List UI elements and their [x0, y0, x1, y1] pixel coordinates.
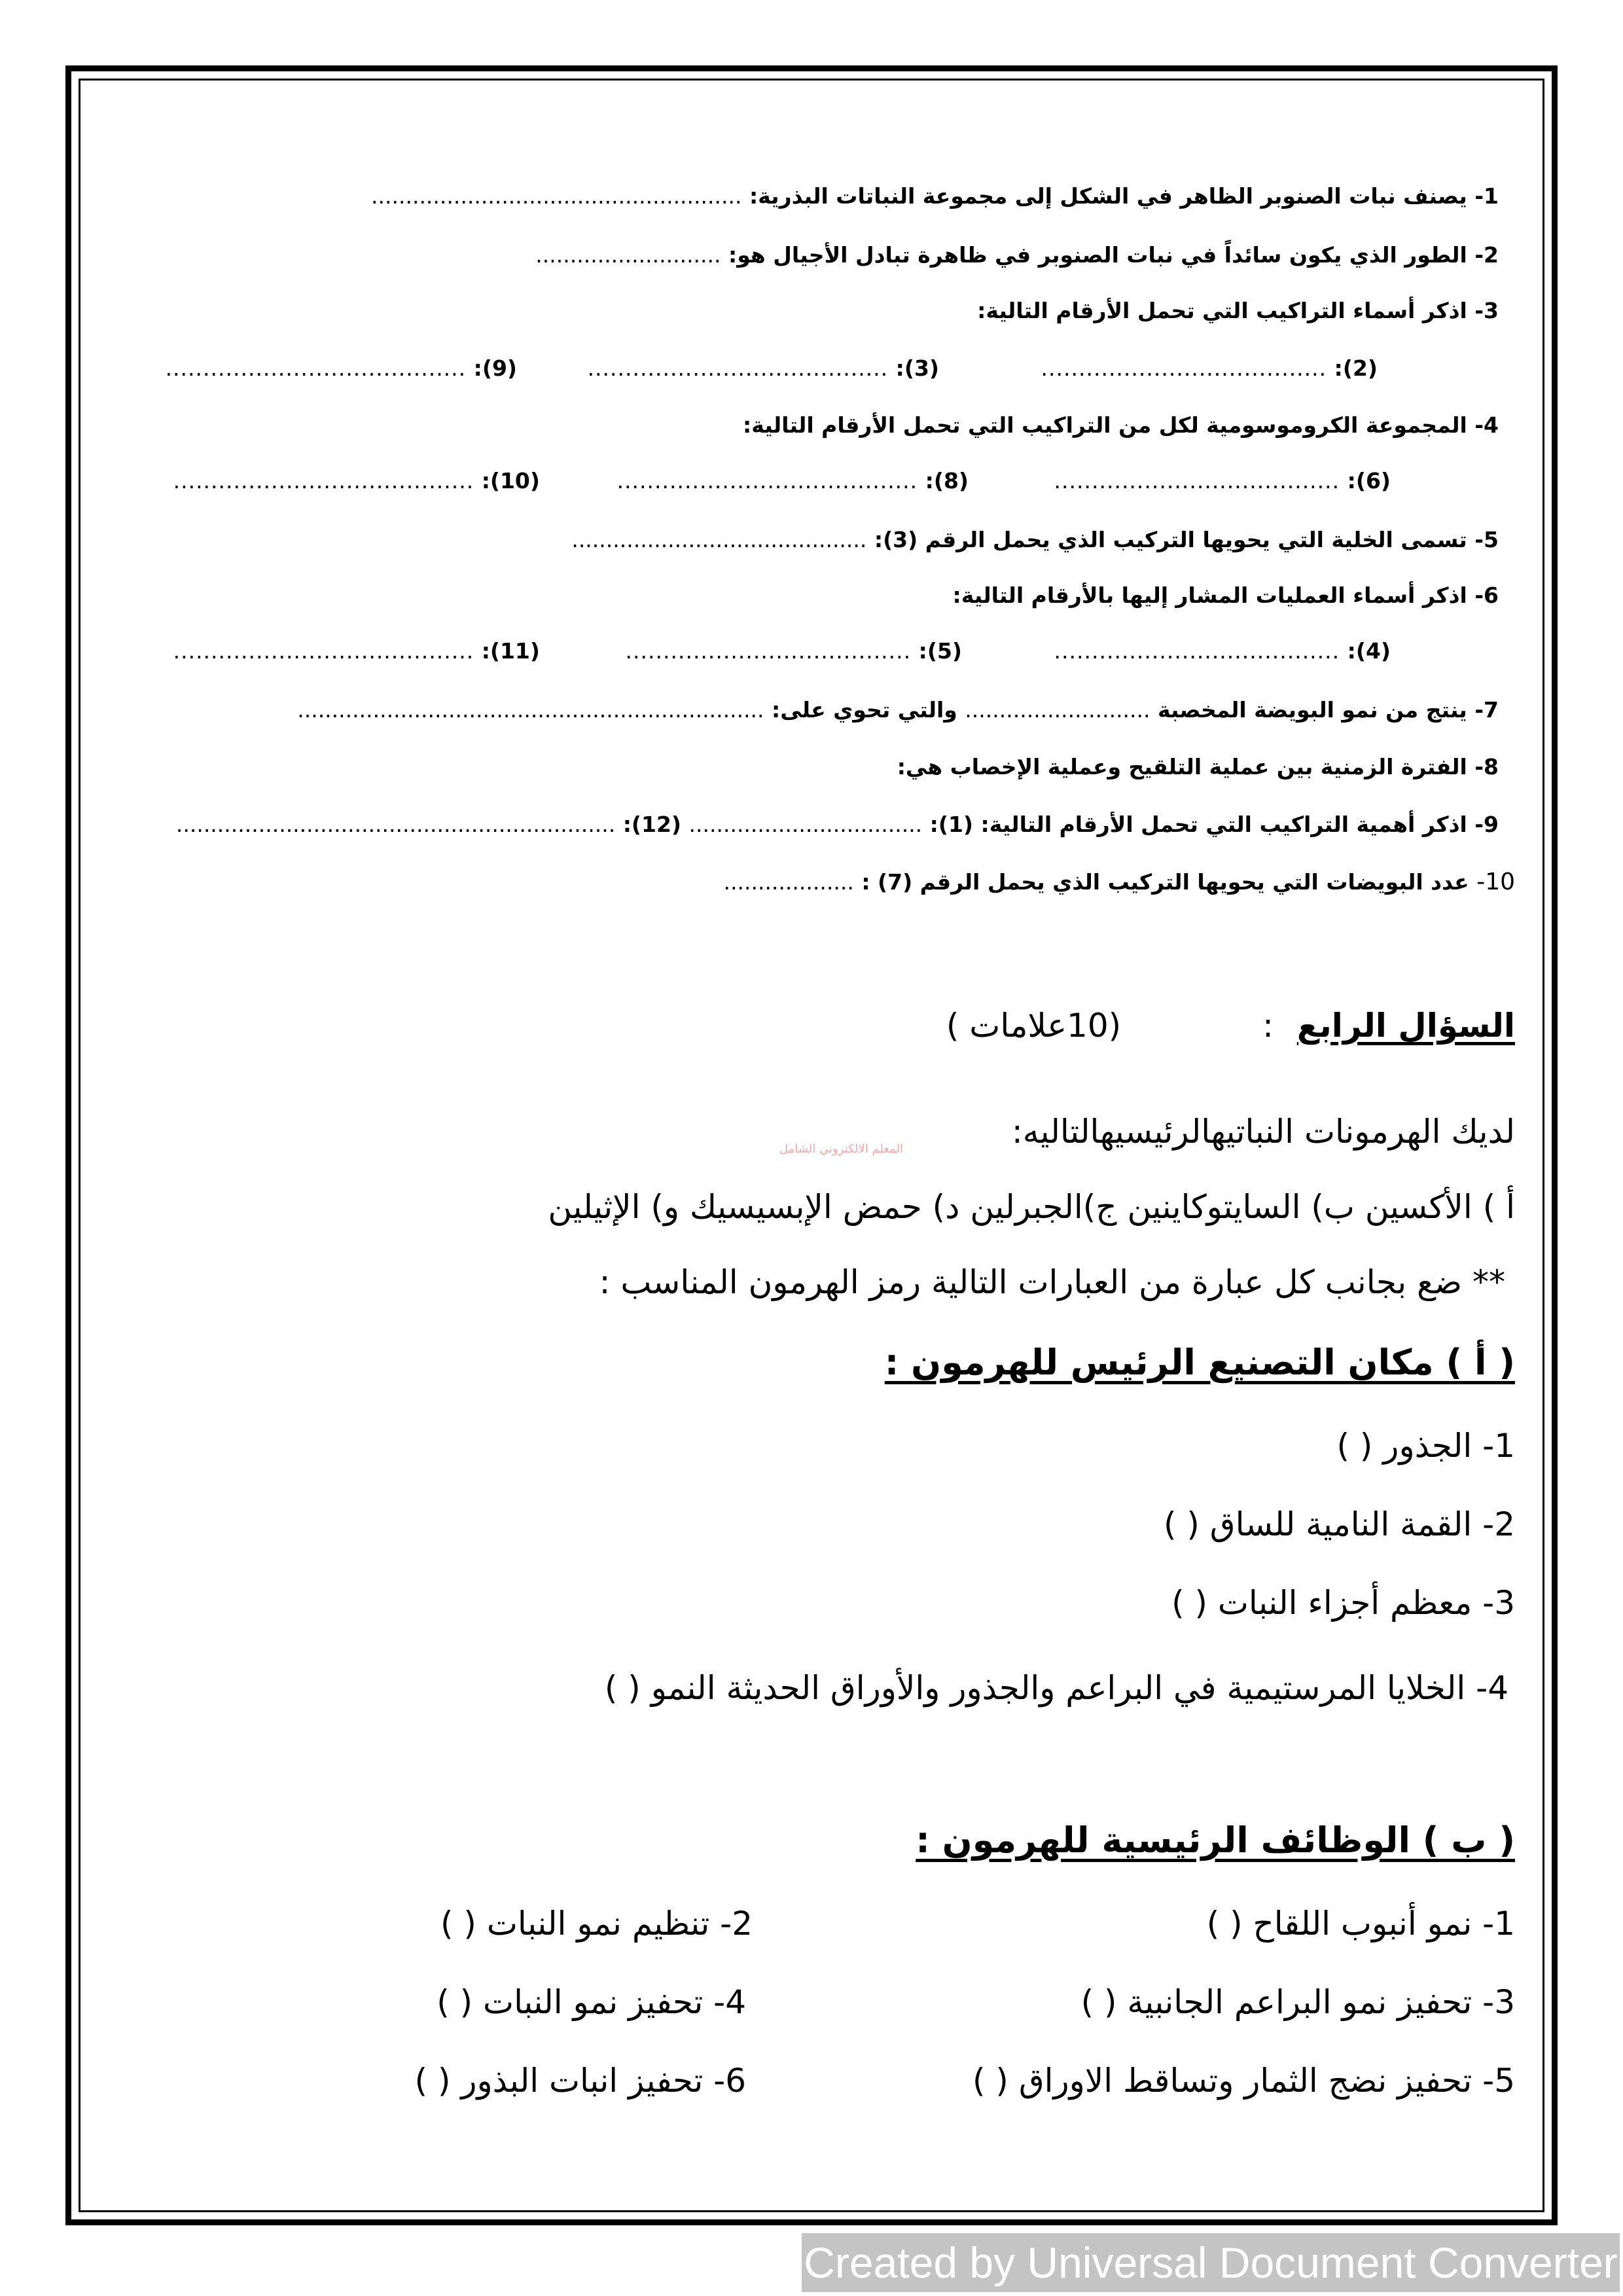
- q6-item-5: [626, 638, 962, 664]
- converter-footer-banner: Created by Universal Document Converter: [802, 2233, 1620, 2292]
- q3-item-2: [1041, 355, 1378, 381]
- item-label: (4):: [1347, 638, 1391, 664]
- part-a-item-1: 1- الجذور ( ): [1336, 1427, 1515, 1465]
- question-number: 3-: [1474, 298, 1499, 323]
- question-number: 7-: [1474, 697, 1499, 723]
- item-label: (2):: [1334, 355, 1378, 381]
- q4-item-10: [173, 468, 540, 493]
- question-text: اذكر أهمية التراكيب التي تحمل الأرقام التالية: (1):: [929, 812, 1467, 837]
- item-label: (8):: [925, 468, 969, 493]
- question-text-continued: (12):: [622, 812, 682, 837]
- question-2: [535, 242, 1499, 268]
- answer-blank: ........................................: [165, 355, 467, 381]
- part-b-item-4: 4- تحفيز نمو النبات ( ): [437, 1983, 746, 2021]
- part-a-title: ( أ ) مكان التصنيع الرئيس للهرمون :: [884, 1342, 1515, 1383]
- answer-blank: ........................................: [616, 468, 918, 493]
- question-text: اذكر أسماء التراكيب التي تحمل الأرقام التالية:: [977, 298, 1467, 323]
- q6-item-4: [1054, 638, 1391, 664]
- section-colon: :: [1262, 1007, 1274, 1045]
- item-label: (5):: [918, 638, 962, 664]
- question-8: [897, 754, 1499, 780]
- question-text-continued: والتي تحوي على:: [772, 697, 957, 723]
- hormones-list: أ ) الأكسين ب) السايتوكاينين ج)الجبرلين د) حمض الإبسيسيك و) الإثيلين: [548, 1188, 1515, 1226]
- question-text: الفترة الزمنية بين عملية التلقيح وعملية الإخصاب هي:: [897, 754, 1467, 780]
- section-4-header: [946, 1007, 1515, 1045]
- question-1: [371, 183, 1499, 209]
- question-text: تسمى الخلية التي يحويها التركيب الذي يحمل الرقم (3):: [874, 527, 1467, 552]
- answer-blank-2: ....................................................................: [297, 697, 764, 723]
- part-b-item-6: 6- تحفيز انبات البذور ( ): [414, 2062, 746, 2100]
- part-a-item-3: 3- معظم أجزاء النبات ( ): [1171, 1584, 1515, 1622]
- part-b-item-1: 1- نمو أنبوب اللقاح ( ): [1206, 1905, 1515, 1943]
- answer-blank: ........................................: [173, 638, 474, 664]
- question-number: 10-: [1476, 869, 1515, 895]
- answer-blank: ......................................: [1054, 638, 1340, 664]
- answer-blank: ........................................: [173, 468, 474, 493]
- section-marks: (10علامات ): [946, 1007, 1122, 1045]
- question-4: [743, 412, 1499, 438]
- question-text: ينتج من نمو البويضة المخصبة: [1158, 697, 1467, 723]
- answer-blank: ........................................: [587, 355, 889, 381]
- part-b-item-5: 5- تحفيز نضج الثمار وتساقط الاوراق ( ): [972, 2062, 1515, 2100]
- question-number: 1-: [1474, 183, 1499, 209]
- q4-item-6: [1054, 468, 1391, 493]
- question-6: [953, 583, 1499, 608]
- question-number: 2-: [1474, 242, 1499, 268]
- question-text: اذكر أسماء العمليات المشار إليها بالأرقام التالية:: [952, 583, 1467, 608]
- item-label: (3):: [895, 355, 939, 381]
- instruction-text: ** ضع بجانب كل عبارة من العبارات التالية رمز الهرمون المناسب :: [599, 1263, 1505, 1301]
- answer-blank: ...........................: [965, 697, 1150, 723]
- question-text: الطور الذي يكون سائداً في نبات الصنوبر في ظاهرة تبادل الأجيال هو:: [728, 242, 1467, 268]
- question-number: 8-: [1474, 754, 1499, 780]
- question-text: عدد البويضات التي يحويها التركيب الذي يحمل الرقم (7) :: [861, 869, 1469, 895]
- item-label: (9):: [473, 355, 517, 381]
- part-b-title: ( ب ) الوظائف الرئيسية للهرمون :: [916, 1820, 1515, 1861]
- answer-blank: ......................................: [625, 638, 912, 664]
- question-number: 9-: [1474, 812, 1499, 837]
- watermark-text: المعلم الالكتروني الشامل: [779, 1142, 903, 1156]
- question-7: [297, 697, 1499, 723]
- question-10: [724, 869, 1516, 895]
- answer-blank: ...................: [723, 869, 854, 895]
- part-b-item-3: 3- تحفيز نمو البراعم الجانبية ( ): [1080, 1983, 1515, 2021]
- item-label: (11):: [481, 638, 540, 664]
- q4-item-8: [617, 468, 969, 493]
- answer-blank: ......................................: [1041, 355, 1327, 381]
- section-title: السؤال الرابع: [1296, 1007, 1515, 1045]
- item-label: (6):: [1347, 468, 1391, 493]
- q3-item-9: [166, 355, 517, 381]
- answer-blank: ......................................: [1054, 468, 1340, 493]
- answer-blank: ......................................................: [371, 183, 742, 209]
- part-b-item-2: 2- تنظيم نمو النبات ( ): [440, 1905, 753, 1943]
- answer-blank-2: ................................................................: [175, 812, 616, 837]
- answer-blank: ...........................: [535, 242, 721, 268]
- q3-item-3: [588, 355, 939, 381]
- part-a-item-4: 4- الخلايا المرستيمية في البراعم والجذور والأوراق الحديثة النمو ( ): [604, 1669, 1508, 1707]
- question-number: 6-: [1474, 583, 1499, 608]
- hormones-intro: لديك الهرمونات النباتيهالرئيسيهالتاليه:: [1011, 1113, 1515, 1151]
- question-5: [571, 527, 1499, 552]
- question-text: يصنف نبات الصنوبر الظاهر في الشكل إلى مجموعة النباتات البذرية:: [749, 183, 1467, 209]
- question-number: 4-: [1474, 412, 1499, 438]
- question-number: 5-: [1474, 527, 1499, 552]
- question-text: المجموعة الكروموسومية لكل من التراكيب التي تحمل الأرقام التالية:: [743, 412, 1467, 438]
- question-9: [176, 812, 1499, 837]
- item-label: (10):: [481, 468, 540, 493]
- answer-blank: ...........................................: [571, 527, 867, 552]
- question-3: [977, 298, 1499, 323]
- part-a-item-2: 2- القمة النامية للساق ( ): [1163, 1505, 1515, 1543]
- answer-blank: ..................................: [688, 812, 923, 837]
- q6-item-11: [173, 638, 540, 664]
